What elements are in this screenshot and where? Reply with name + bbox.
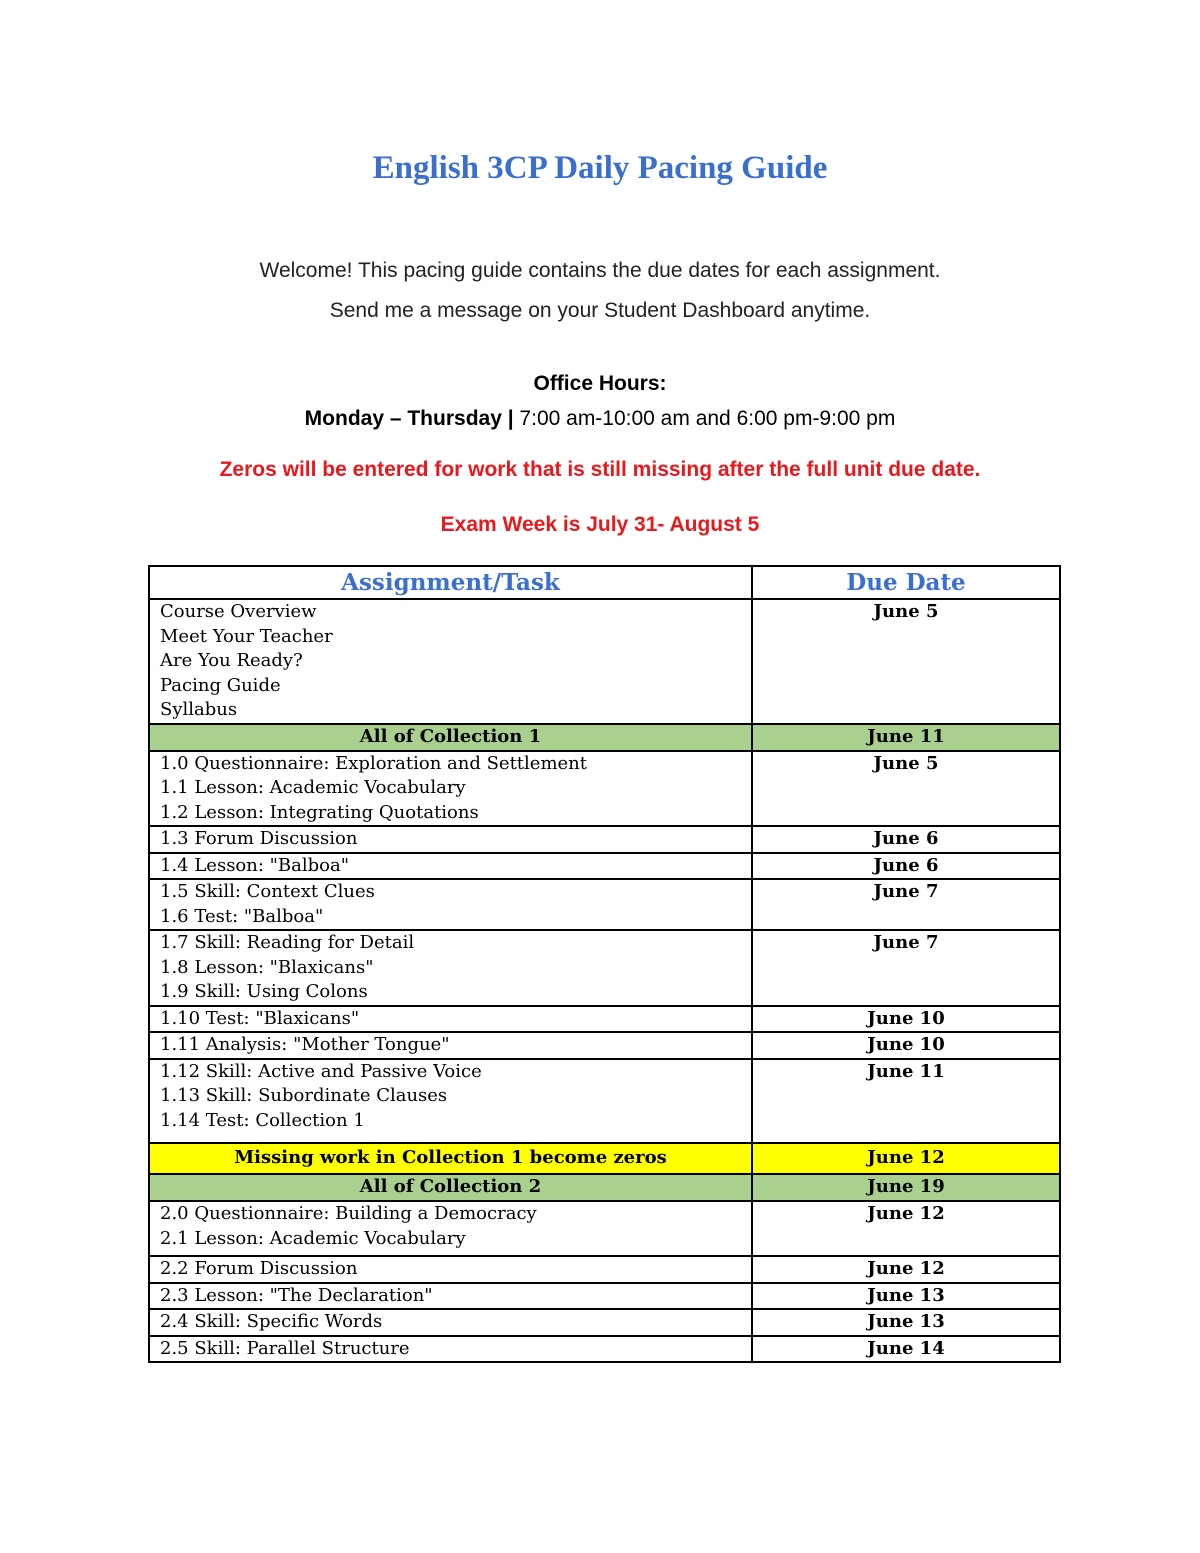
task-cell (149, 599, 752, 724)
task-item: 1.10 Test: "Blaxicans" (160, 1007, 360, 1029)
task-item: 1.8 Lesson: "Blaxicans" (160, 956, 374, 978)
task-item: Syllabus (160, 699, 238, 720)
task-item: 1.4 Lesson: "Balboa" (160, 854, 350, 876)
task-item: 2.0 Questionnaire: Building a Democracy (160, 1203, 537, 1224)
task-item: 1.0 Questionnaire: Exploration and Settlement (160, 752, 587, 774)
collection-row (149, 724, 1060, 751)
task-item: Course Overview (160, 601, 317, 622)
task-cell (149, 724, 752, 751)
exam-week-notice: Exam Week is July 31- August 5 (440, 513, 760, 536)
task-item: 2.4 Skill: Specific Words (160, 1311, 383, 1332)
task-item: 2.5 Skill: Parallel Structure (160, 1337, 410, 1359)
task-item: 2.3 Lesson: "The Declaration" (160, 1284, 433, 1306)
table-row (149, 879, 1060, 930)
collection-row (149, 1174, 1060, 1201)
due-date-cell: June 14 (752, 1336, 1060, 1363)
task-cell (149, 1059, 752, 1144)
table-row (149, 1283, 1060, 1310)
table-row (149, 1336, 1060, 1363)
due-date-cell: June 19 (752, 1174, 1060, 1201)
task-cell (149, 1256, 752, 1283)
due-date-cell: June 12 (752, 1143, 1060, 1174)
due-date-cell: June 5 (752, 751, 1060, 827)
due-date-cell: June 6 (752, 853, 1060, 880)
task-item: 1.12 Skill: Active and Passive Voice (160, 1060, 482, 1082)
header-due-date: Due Date (752, 566, 1060, 599)
task-item: 1.9 Skill: Using Colons (160, 981, 368, 1002)
due-date-cell: June 11 (752, 724, 1060, 751)
table-row (149, 853, 1060, 880)
task-cell (149, 879, 752, 930)
contact-text: Send me a message on your Student Dashboard anytime. (329, 299, 871, 322)
task-item: Meet Your Teacher (160, 625, 333, 647)
table-row (149, 751, 1060, 827)
due-date-cell: June 13 (752, 1283, 1060, 1310)
deadline-row (149, 1143, 1060, 1174)
table-row (149, 826, 1060, 853)
task-item: Pacing Guide (160, 674, 281, 696)
task-cell (149, 853, 752, 880)
task-cell (149, 1032, 752, 1059)
task-cell (149, 1309, 752, 1336)
task-item: 1.3 Forum Discussion (160, 828, 358, 849)
office-hours-label: Office Hours: (533, 372, 667, 395)
task-item: All of Collection 1 (359, 725, 542, 747)
office-hours (0, 407, 1200, 431)
page-title: English 3CP Daily Pacing Guide (372, 150, 828, 186)
table-row (149, 930, 1060, 1006)
table-row (149, 1059, 1060, 1144)
task-item: All of Collection 2 (359, 1176, 542, 1197)
task-item: 1.7 Skill: Reading for Detail (160, 932, 415, 953)
table-row (149, 1032, 1060, 1059)
due-date-cell: June 12 (752, 1256, 1060, 1283)
table-row (149, 599, 1060, 724)
due-date-cell: June 6 (752, 826, 1060, 853)
office-hours-times: 7:00 am-10:00 am and 6:00 pm-9:00 pm (513, 407, 896, 430)
task-item: Are You Ready? (160, 650, 303, 671)
task-cell (149, 1336, 752, 1363)
due-date-cell: June 5 (752, 599, 1060, 724)
task-item: 1.1 Lesson: Academic Vocabulary (160, 777, 466, 798)
task-cell (149, 930, 752, 1006)
due-date-cell: June 7 (752, 879, 1060, 930)
task-item: 1.11 Analysis: "Mother Tongue" (160, 1034, 450, 1055)
table-row (149, 1256, 1060, 1283)
due-date-cell: June 13 (752, 1309, 1060, 1336)
task-cell (149, 1174, 752, 1201)
due-date-cell: June 10 (752, 1006, 1060, 1033)
task-item: 1.2 Lesson: Integrating Quotations (160, 801, 479, 823)
task-item: 1.5 Skill: Context Clues (160, 881, 375, 902)
task-item: 1.14 Test: Collection 1 (160, 1109, 365, 1131)
table-row (149, 1201, 1060, 1256)
due-date-cell: June 10 (752, 1032, 1060, 1059)
task-cell (149, 1143, 752, 1174)
task-cell (149, 751, 752, 827)
task-cell (149, 1006, 752, 1033)
task-item: Missing work in Collection 1 become zeros (234, 1147, 667, 1169)
due-date-cell: June 7 (752, 930, 1060, 1006)
zeros-notice: Zeros will be entered for work that is still missing after the full unit due date. (219, 458, 981, 481)
task-item: 1.13 Skill: Subordinate Clauses (160, 1085, 448, 1106)
task-item: 2.1 Lesson: Academic Vocabulary (160, 1227, 466, 1249)
table-row (149, 1006, 1060, 1033)
table-header-row (149, 566, 1060, 599)
task-cell (149, 1283, 752, 1310)
task-cell (149, 826, 752, 853)
task-item: 2.2 Forum Discussion (160, 1258, 358, 1279)
task-cell (149, 1201, 752, 1256)
office-hours-days: Monday – Thursday | (304, 407, 514, 430)
table-row (149, 1309, 1060, 1336)
task-item: 1.6 Test: "Balboa" (160, 905, 324, 927)
header-assignment: Assignment/Task (149, 566, 752, 599)
due-date-cell: June 12 (752, 1201, 1060, 1256)
pacing-table (148, 565, 1061, 1363)
due-date-cell: June 11 (752, 1059, 1060, 1144)
welcome-text: Welcome! This pacing guide contains the due dates for each assignment. (259, 259, 941, 282)
